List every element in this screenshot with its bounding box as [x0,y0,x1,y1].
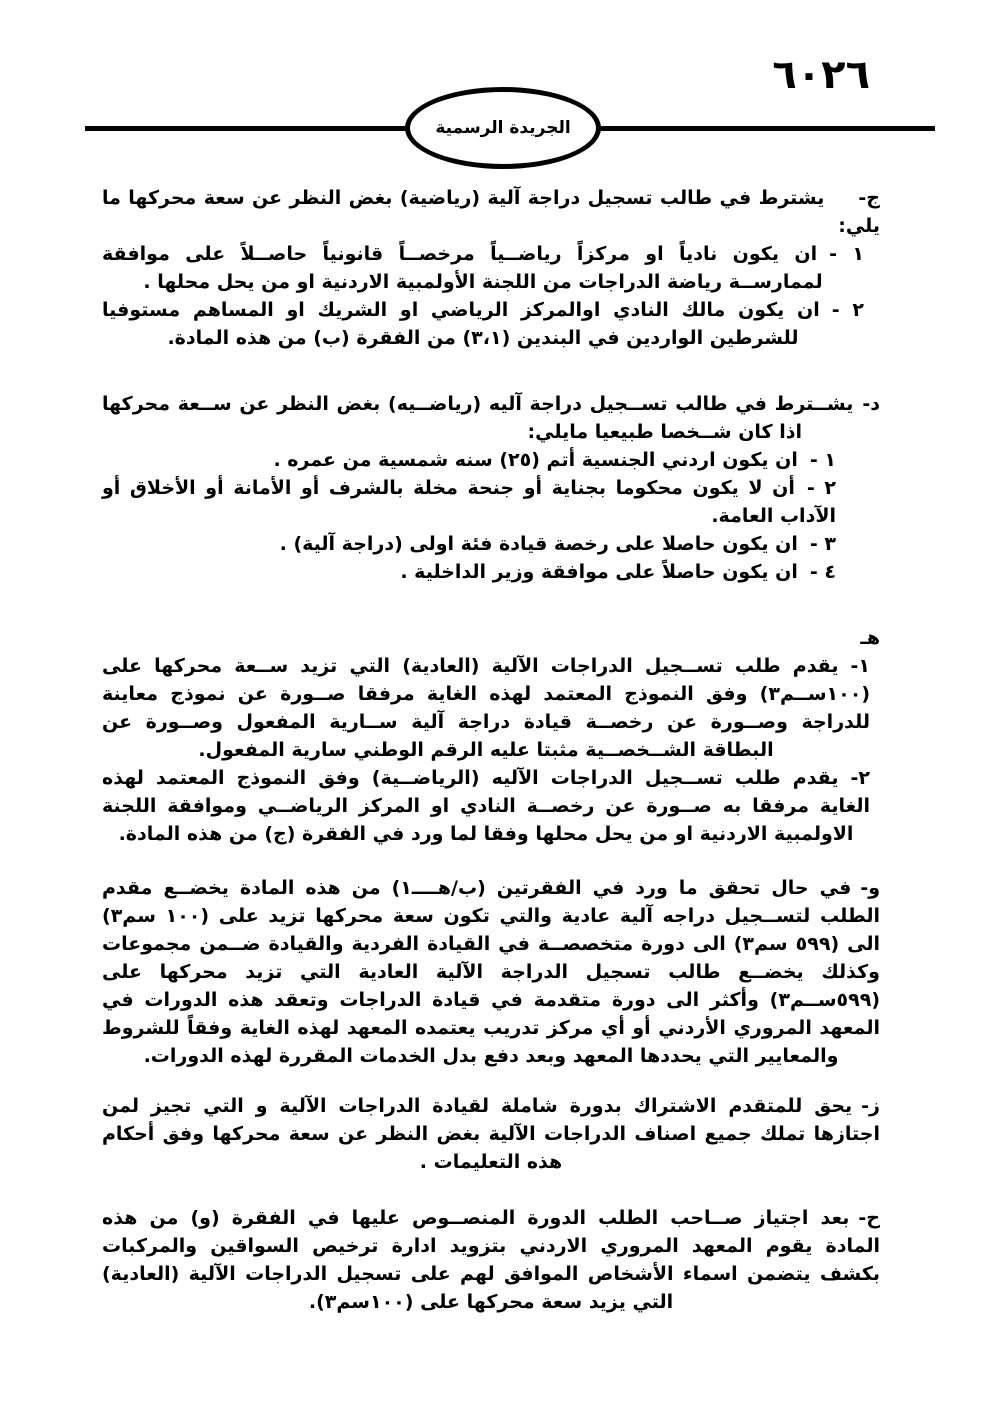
gazette-title: الجريدة الرسمية [435,118,571,138]
list-item [102,530,836,558]
item-text: ان يكون نادياً او مركزاً رياضــياً مرخصــاً قانونياً حاصــلاً على موافقة لممارســة رياضة الدراجات من اللجنة الأولمبية الاردنية او من يحل محلها . [102,243,823,293]
item-number: ٢ - [806,477,836,499]
heading-text: يشــترط في طالب تســجيل دراجة آليه (رياضــيه) بغض النظر عن ســعة محركها اذا كان شــخصا طبيعيا مايلي: [102,393,854,443]
item-number: ٢- [850,767,870,789]
item-number: ١ - [809,449,836,471]
document-body [102,184,880,1316]
item-number: ١- [850,655,870,677]
list-item [102,652,870,764]
list-item [102,474,836,530]
section-heading [102,1092,880,1176]
section-marker: هـ [860,627,880,649]
section-heading [102,624,880,652]
page-number: ٦٠٢٦ [772,52,870,98]
section-items [102,652,880,848]
section-items [102,240,880,352]
section-items [102,446,880,586]
item-number: ١ - [829,243,864,265]
section-zay [102,1092,880,1176]
section-heading [102,1204,880,1316]
item-text: يقدم طلب تســجيل الدراجات الآليه (الرياضــية) وفق النموذج المعتمد لهذه الغاية مرفقا به صــورة عن رخصــة النادي او المركز الرياضــي وموافقة اللجنة الاولمبية الاردنية او من يحل محلها وفقا لما ورد في الفقرة (ج) من هذه المادة. [102,767,870,845]
heading-text: بعد اجتياز صــاحب الطلب الدورة المنصــوص عليها في الفقرة (و) من هذه المادة يقوم المعهد المروري الاردني بتزويد ادارة ترخيص السواقين والمركبات بكشف يتضمن اسماء الأشخاص الموافق لهم على تسجيل الدراجات الآلية (العادية) التي يزيد سعة محركها على (١٠٠سم٣). [102,1207,880,1313]
section-hha [102,1204,880,1316]
section-dal [102,390,880,586]
section-heading [102,390,880,446]
section-marker: د- [862,393,880,415]
item-number: ٤ - [809,561,836,583]
item-text: ان يكون حاصلا على رخصة قيادة فئة اولى (دراجة آلية) . [279,533,798,555]
section-ha [102,624,880,848]
list-item [102,296,864,352]
heading-text: يشترط في طالب تسجيل دراجة آلية (رياضية) بغض النظر عن سعة محركها ما يلي: [102,187,880,237]
item-number: ٢ - [831,299,864,321]
item-text: يقدم طلب تســجيل الدراجات الآلية (العادية) التي تزيد ســعة محركها على (١٠٠ســم٣) وفق النموذج المعتمد لهذه الغاية مرفقا صــورة عن نموذج معاينة للدراجة وصــورة عن رخصــة قيادة دراجة آلية ســارية المفعول وصــورة عن البطاقة الشــخصــية مثبتا عليه الرقم الوطني سارية المفعول. [102,655,870,761]
section-heading [102,184,880,240]
item-text: أن لا يكون محكوما بجناية أو جنحة مخلة بالشرف أو الأمانة أو الأخلاق أو الآداب العامة. [102,477,836,527]
section-jeem [102,184,880,352]
item-number: ٣ - [809,533,836,555]
section-marker: ز- [861,1095,880,1117]
section-marker: ح- [858,1207,880,1229]
section-marker: ج- [858,187,880,209]
item-text: ان يكون حاصلاً على موافقة وزير الداخلية . [400,561,798,583]
list-item [102,558,836,586]
section-marker: و- [860,877,881,899]
list-item [102,240,864,296]
gazette-seal [405,87,601,169]
heading-text: يحق للمتقدم الاشتراك بدورة شاملة لقيادة الدراجات الآلية و التي تجيز لمن اجتازها تملك جميع اصناف الدراجات الآلية بغض النظر عن سعة محركها وفق أحكام هذه التعليمات . [102,1095,880,1173]
list-item [102,764,870,848]
heading-text: في حال تحقق ما ورد في الفقرتين (ب/هــــ١) من هذه المادة يخضــع مقدم الطلب لتســجيل دراجه آلية عادية والتي تكون سعة محركها تزيد على (١٠٠ سم٣) الى (٥٩٩ سم٣) الى دورة متخصصــة في القيادة الفردية والقيادة ضــمن مجموعات وكذلك يخضــع طالب تسجيل الدراجة الآلية العادية التي تزيد محركها على (٥٩٩ســم٣) وأكثر الى دورة متقدمة في قيادة الدراجات وتعقد هذه الدورات في المعهد المروري الأردني أو أي مركز تدريب يعتمده المعهد لهذه الغاية وفقاً للشروط والمعايير التي يحددها المعهد وبعد دفع بدل الخدمات المقررة لهذه الدورات. [102,877,881,1067]
item-text: ان يكون اردني الجنسية أتم (٢٥) سنه شمسية من عمره . [273,449,798,471]
list-item [102,446,836,474]
section-waw [102,874,880,1070]
section-heading [102,874,880,1070]
item-text: ان يكون مالك النادي اوالمركز الرياضي او الشريك او المساهم مستوفيا للشرطين الواردين في البندين (٣،١) من الفقرة (ب) من هذه المادة. [102,299,820,349]
